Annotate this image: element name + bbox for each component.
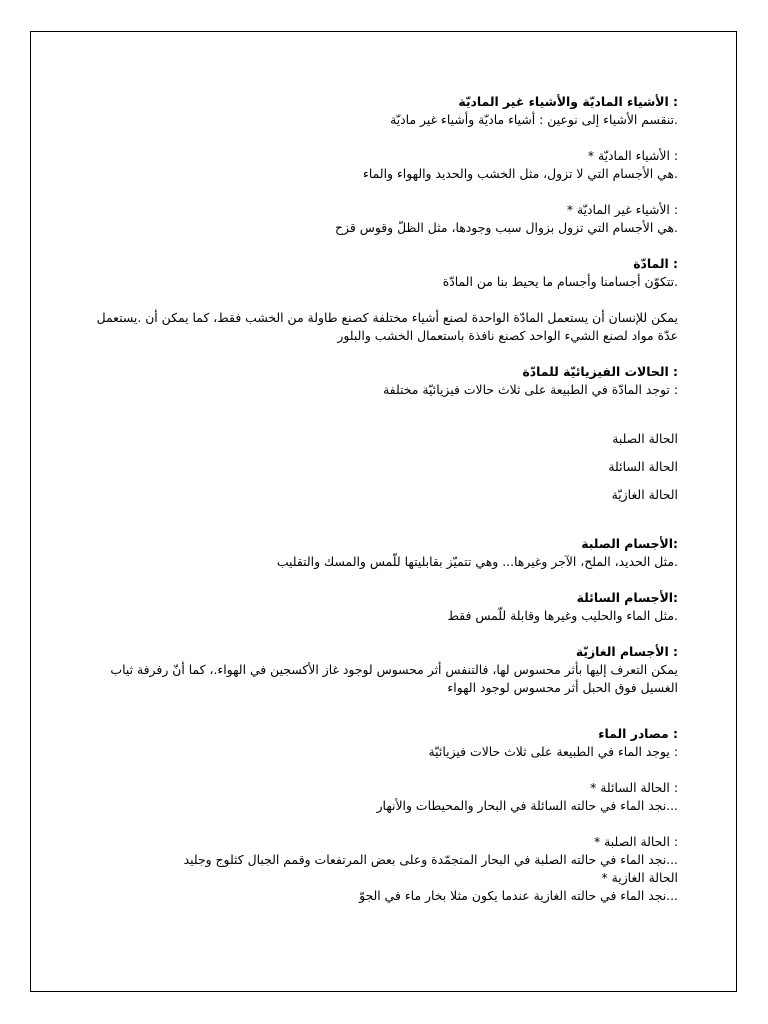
- things-intro: .تنقسم الأشياء إلى نوعين : أشياء ماديّة وأشياء غير ماديّة: [390, 112, 678, 127]
- water-gas-label: الحالة الغازية *: [601, 870, 678, 885]
- heading-liquids: :الأجسام السائلة: [576, 590, 678, 605]
- state-solid: الحالة الصلبة: [612, 431, 678, 446]
- liquids-desc: .مثل الماء والحليب وغيرها وقابلة للّمس فقط: [447, 608, 678, 623]
- state-liquid: الحالة السائلة: [608, 459, 678, 474]
- heading-gases: : الأجسام الغازيّة: [575, 644, 678, 659]
- gases-desc: يمكن التعرف إليها بأثر محسوس لها، فالتنفس أثر محسوس لوجود غاز الأكسجين في الهواء.، كما أنّ رفرفة ثياب الغسيل فوق الحبل أثر محسوس لوجود الهواء: [110, 662, 678, 695]
- section-water: [78, 725, 678, 905]
- section-gases: [78, 643, 678, 697]
- section-states: [78, 363, 678, 509]
- states-intro: : توجد المادّة في الطبيعة على ثلاث حالات فيزيائيّة مختلفة: [383, 382, 678, 397]
- heading-water: : مصادر الماء: [598, 726, 678, 741]
- matter-paragraph: يمكن للإنسان أن يستعمل المادّة الواحدة لصنع أشياء مختلفة كصنع طاولة من الخشب فقط، كما يمكن أن .يستعمل عدّة مواد لصنع الشيء الواحد كصنع نافذة باستعمال الخشب والبلور: [96, 310, 678, 343]
- water-intro: : يوجد الماء في الطبيعة على ثلاث حالات فيزيائيّة: [428, 744, 678, 759]
- solids-desc: .مثل الحديد، الملح، الآجر وغيرها... وهي تتميّز بقابليتها للّمس والمسك والتقليب: [276, 554, 678, 569]
- heading-matter: : المادّة: [633, 256, 678, 271]
- document-body: [78, 93, 678, 905]
- heading-things: : الأشياء الماديّة والأشياء غير الماديّة: [458, 94, 678, 109]
- heading-solids: :الأجسام الصلبة: [581, 536, 678, 551]
- water-liquid-label: : الحالة السائلة *: [590, 780, 678, 795]
- water-solid-desc: ...نجد الماء في حالته الصلبة في البحار المتجمّدة وعلى بعض المرتفعات وقمم الجبال كثلوج وجليد: [183, 852, 678, 867]
- section-things: [78, 93, 678, 237]
- material-desc: .هي الأجسام التي لا تزول، مثل الخشب والحديد والهواء والماء: [363, 166, 678, 181]
- state-gas: الحالة الغازيّة: [611, 487, 678, 502]
- water-gas-desc: ...نجد الماء في حالته الغازية عندما يكون مثلا بخار ماء في الجوّ: [359, 888, 678, 903]
- nonmaterial-label: : الأشياء غير الماديّة *: [566, 202, 678, 217]
- section-liquids: [78, 589, 678, 625]
- nonmaterial-desc: .هي الأجسام التي تزول بزوال سبب وجودها، مثل الظلّ وقوس قزح: [335, 220, 678, 235]
- matter-line: .تتكوّن أجسامنا وأجسام ما يحيط بنا من المادّة: [442, 274, 678, 289]
- section-matter: [78, 255, 678, 345]
- water-liquid-desc: ...نجد الماء في حالته السائلة في البحار والمحيطات والأنهار: [376, 798, 678, 813]
- heading-states: : الحالات الفيزيائيّة للمادّة: [522, 364, 678, 379]
- water-solid-label: : الحالة الصلبة *: [593, 834, 678, 849]
- material-label: : الأشياء الماديّة *: [587, 148, 678, 163]
- section-solids: [78, 535, 678, 571]
